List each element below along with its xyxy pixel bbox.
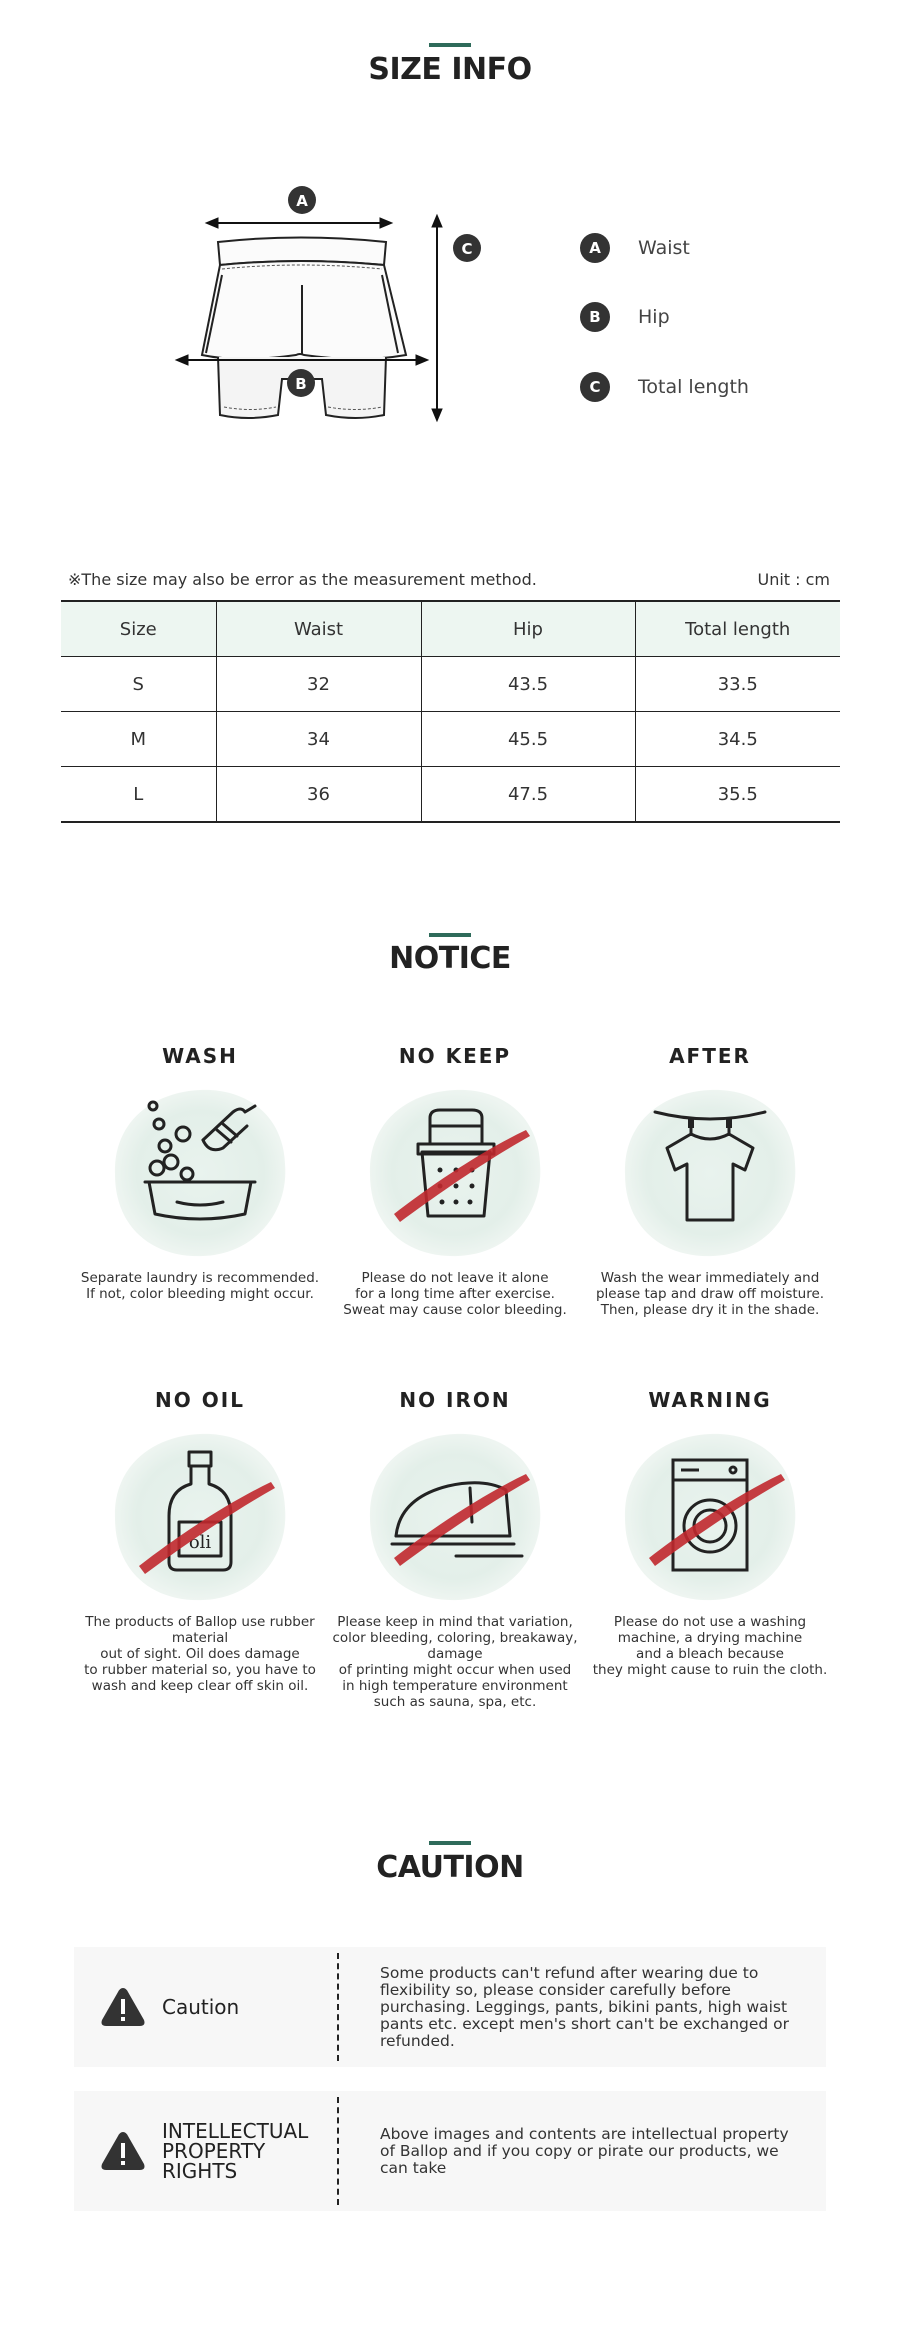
dashed-divider [337, 2097, 339, 2205]
notice-head-wash: WASH [162, 1044, 238, 1068]
washing-machine-icon [615, 1426, 805, 1606]
notice-head-after: AFTER [669, 1044, 751, 1068]
legend-label-length: Total length [638, 376, 749, 398]
notice-desc-warning: Please do not use a washing machine, a drying machine and a bleach because they might cause to ruin the cloth. [592, 1614, 828, 1678]
iron-icon [360, 1426, 550, 1606]
dashed-divider [337, 1953, 339, 2061]
legend-label-hip: Hip [638, 306, 670, 328]
length-arrow [432, 215, 442, 421]
tshirt-drying-icon [615, 1082, 805, 1262]
notice-desc-after: Wash the wear immediately and please tap and draw off moisture. Then, please dry it in the shade. [595, 1270, 825, 1318]
notice-title-bar [429, 933, 471, 937]
size-table-header [61, 601, 840, 657]
ip-rights-text: Above images and contents are intellectual property of Ballop and if you copy or pirate our products, we can take [380, 2124, 789, 2177]
cell-length: 33.5 [635, 657, 840, 712]
marker-a: A [296, 192, 308, 210]
notice-desc-no-iron: Please keep in mind that variation, color bleeding, coloring, breakaway, damage of printing might occur when used in high temperature environment such as sauna, spa, etc. [332, 1614, 578, 1710]
caution-left [100, 1947, 239, 2067]
laundry-basket-icon [360, 1082, 550, 1262]
legend-waist [580, 233, 690, 263]
notice-no-iron [315, 1388, 595, 1710]
cell-waist: 36 [216, 767, 421, 823]
cell-size: M [61, 712, 216, 767]
notice-head-warning: WARNING [648, 1388, 772, 1412]
header-total-length: Total length [635, 601, 840, 657]
cell-length: 35.5 [635, 767, 840, 823]
notice-desc-wash: Separate laundry is recommended. If not, color bleeding might occur. [80, 1270, 320, 1302]
notice-no-keep [315, 1044, 595, 1318]
shorts-diagram [160, 165, 500, 445]
legend-length [580, 372, 749, 402]
notice-after [570, 1044, 850, 1318]
table-row [61, 657, 840, 712]
notice-title: NOTICE [389, 941, 511, 976]
legend-badge-c: C [580, 372, 610, 402]
header-hip: Hip [421, 601, 635, 657]
size-table [61, 600, 840, 823]
caution-title-bar [429, 1841, 471, 1845]
cell-size: L [61, 767, 216, 823]
table-row [61, 767, 840, 823]
notice-head-no-oil: NO OIL [155, 1388, 245, 1412]
notice-wash [60, 1044, 340, 1302]
legend-label-waist: Waist [638, 237, 690, 259]
cell-length: 34.5 [635, 712, 840, 767]
cell-waist: 34 [216, 712, 421, 767]
legend-badge-a: A [580, 233, 610, 263]
notice-warning [570, 1388, 850, 1678]
unit-label: Unit : cm [757, 570, 830, 589]
cell-hip: 45.5 [421, 712, 635, 767]
table-row [61, 712, 840, 767]
waist-arrow [206, 218, 392, 228]
oil-bottle-icon [105, 1426, 295, 1606]
marker-c: C [461, 240, 473, 258]
header-waist: Waist [216, 601, 421, 657]
cell-hip: 43.5 [421, 657, 635, 712]
warning-icon [100, 1986, 146, 2028]
notice-desc-no-oil: The products of Ballop use rubber material out of sight. Oil does damage to rubber material so, you have to wash and keep clear off skin oil. [84, 1614, 316, 1694]
header-size: Size [61, 601, 216, 657]
caution-box-ip-rights [74, 2091, 826, 2211]
bottle-label: oli [188, 1532, 212, 1553]
measurement-note: ※The size may also be error as the measurement method. [68, 570, 537, 589]
caution-title: CAUTION [376, 1850, 524, 1885]
notice-head-no-iron: NO IRON [399, 1388, 511, 1412]
cell-hip: 47.5 [421, 767, 635, 823]
caution-left [100, 2091, 308, 2211]
size-info-title: SIZE INFO [368, 52, 532, 87]
legend-badge-b: B [580, 302, 610, 332]
warning-icon [100, 2130, 146, 2172]
notice-head-no-keep: NO KEEP [398, 1044, 512, 1068]
caution-text: Some products can't refund after wearing due to flexibility so, please consider carefully before purchasing. Leggings, pants, bikini pants, high waist pants etc. except men's short can't be exchanged or refunded. [380, 1963, 790, 2050]
cell-size: S [61, 657, 216, 712]
notice-no-oil [60, 1388, 340, 1694]
caution-box-refund [74, 1947, 826, 2067]
legend-hip [580, 302, 670, 332]
cell-waist: 32 [216, 657, 421, 712]
size-info-title-bar [429, 43, 471, 47]
marker-b: B [295, 375, 307, 393]
notice-desc-no-keep: Please do not leave it alone for a long time after exercise. Sweat may cause color bleeding. [343, 1270, 567, 1318]
ip-rights-label: INTELLECTUAL PROPERTY RIGHTS [162, 2119, 309, 2183]
caution-label: Caution [162, 1995, 240, 2019]
wash-basin-icon [105, 1082, 295, 1262]
